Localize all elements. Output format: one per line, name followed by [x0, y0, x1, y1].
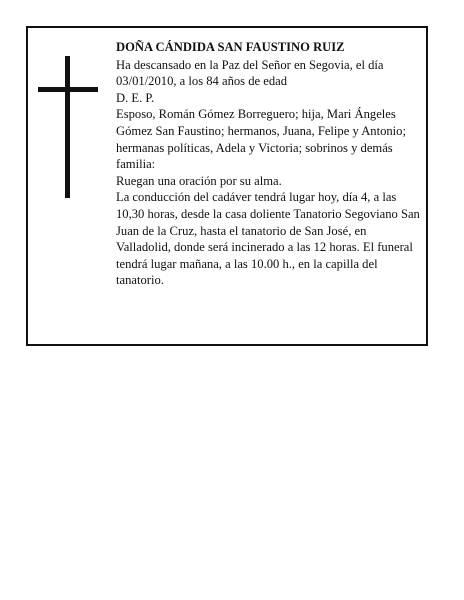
- cross-vertical-bar: [65, 56, 70, 198]
- obituary-text: [116, 39, 422, 289]
- death-announcement: Ha descansado en la Paz del Señor en Segovia, el día 03/01/2010, a los 84 años de edad: [116, 57, 384, 89]
- obituary-notice: [26, 26, 428, 346]
- family-list: Esposo, Román Gómez Borreguero; hija, Mari Ángeles Gómez San Faustino; hermanos, Juana, Felipe y Antonio; hermanas políticas, Adela y Victoria; sobrinos y demás familia:: [116, 107, 406, 172]
- prayer-request: Ruegan una oración por su alma.: [116, 173, 282, 188]
- dep-line: D. E. P.: [116, 90, 155, 105]
- deceased-name: DOÑA CÁNDIDA SAN FAUSTINO RUIZ: [116, 40, 345, 54]
- cross-icon: [38, 56, 98, 198]
- cross-horizontal-bar: [38, 87, 98, 92]
- funeral-details: La conducción del cadáver tendrá lugar hoy, día 4, a las 10,30 horas, desde la casa doliente Tanatorio Segoviano San Juan de la Cruz, hasta el tanatorio de San José, en Valladolid, donde será incinerado a las 12 horas. El funeral tendrá lugar mañana, a las 10.00 h., en la capilla del tanatorio.: [116, 190, 420, 288]
